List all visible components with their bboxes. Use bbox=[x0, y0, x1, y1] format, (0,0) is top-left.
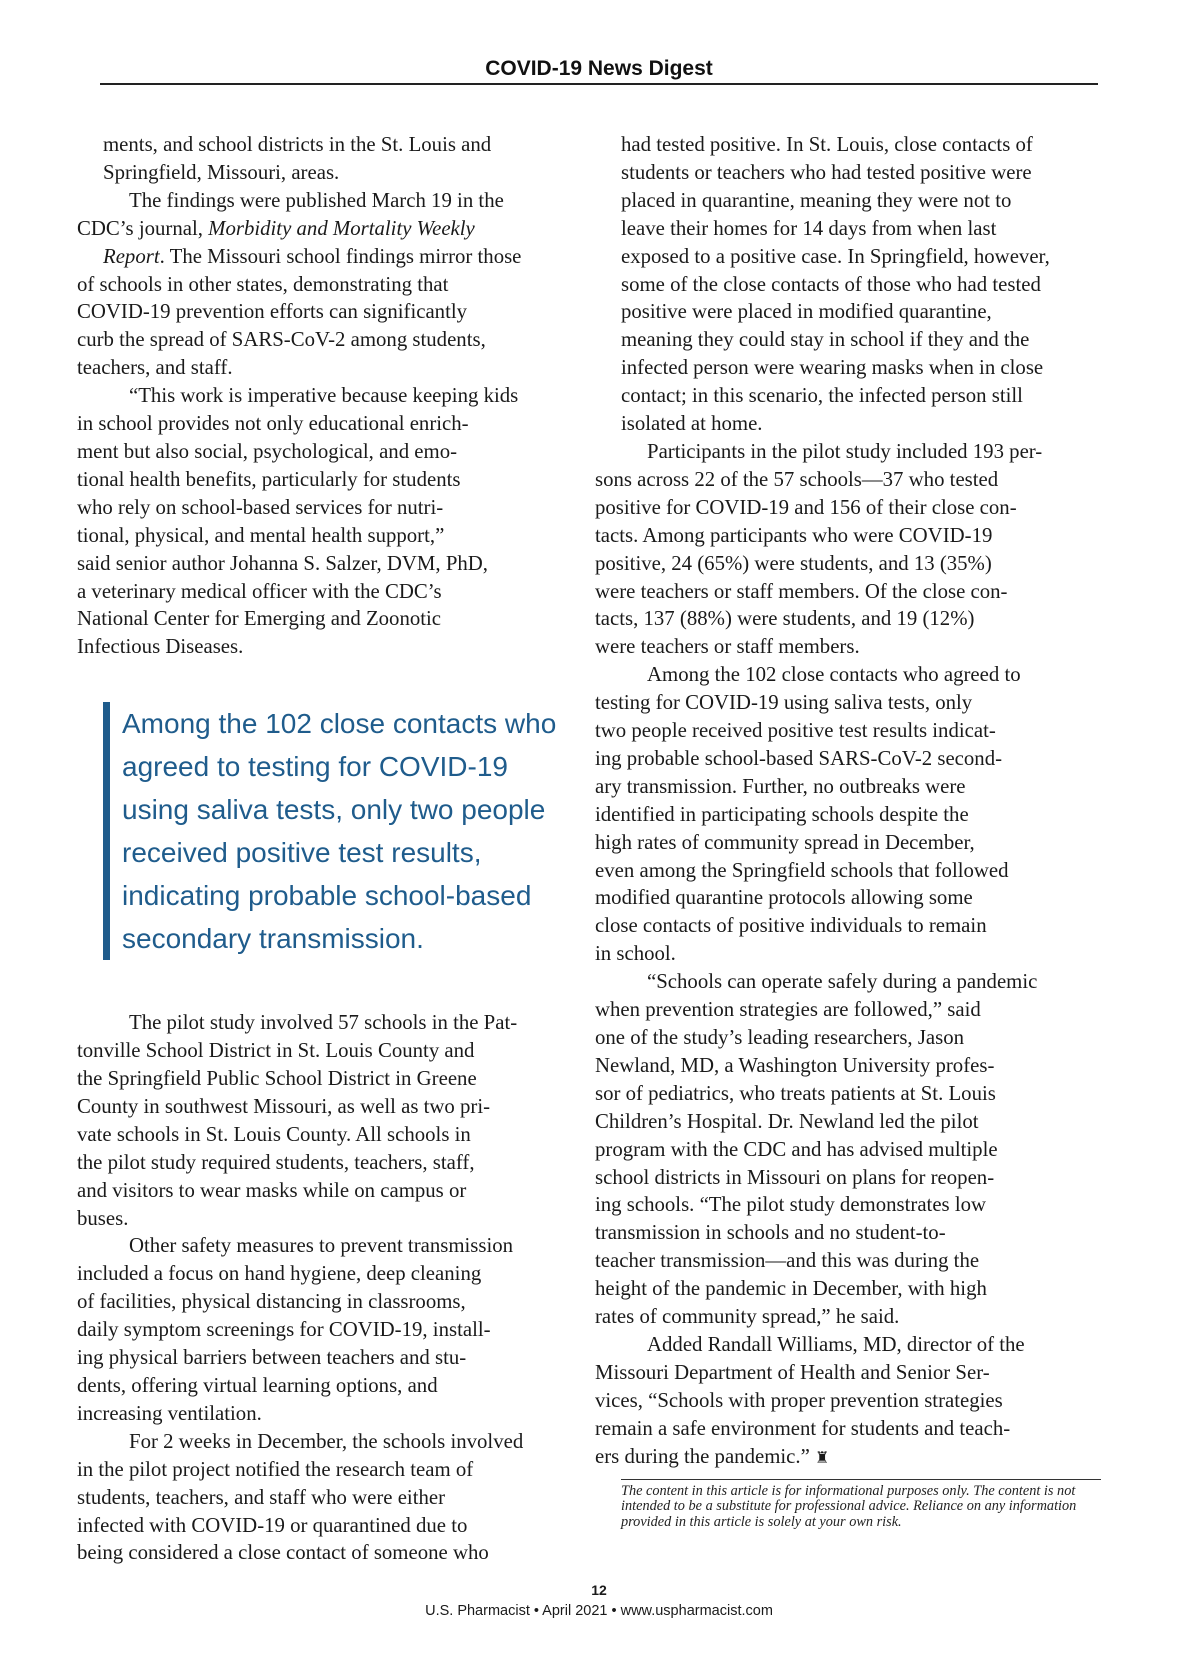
end-of-article-icon: ♜ bbox=[815, 1449, 830, 1467]
paragraph-4: The pilot study involved 57 schools in the Pat- tonville School District in St. Louis County and the Springfield Public School District in Greene County in southwest Missouri, as well as two pri- vate schools in St. Louis County. All schools in the pilot study required students, teachers, staff, and visitors to wear masks while on campus or buses. bbox=[77, 1011, 518, 1230]
header-rule bbox=[100, 83, 1098, 85]
publication-footer: U.S. Pharmacist • April 2021 • www.uspharmacist.com bbox=[425, 1603, 773, 1619]
paragraph-11: Added Randall Williams, MD, director of the Missouri Department of Health and Senior Ser- vices, “Schools with proper prevention strategies remain a safe environment for students and teach- ers during the pandemic.” ♜ bbox=[621, 1331, 1103, 1473]
page-number: 12 bbox=[591, 1582, 607, 1598]
paragraph-10: “Schools can operate safely during a pandemic when prevention strategies are followed,” said one of the study’s leading researchers, Jason Newland, MD, a Washington University profes- sor of pediatrics, who treats patients at St. Louis Children’s Hospital. Dr. Newland led the pilot program with the CDC and has advised multiple school districts in Missouri on plans for reopen- ing schools. “The pilot study demonstrates low transmission in schools and no student-to- teacher transmission—and this was during the height of the pandemic in December, with high rates of community spread,” he said. bbox=[595, 970, 1038, 1329]
paragraph-3: “This work is imperative because keeping kids in school provides not only educational enrich- ment but also social, psychological, and emo- tional health benefits, particularly for students who rely on school-based services for nutri- tional, physical, and mental health support,” said senior author Johanna S. Salzer, DVM, PhD, a veterinary medical officer with the CDC’s National Center for Emerging and Zoonotic Infectious Diseases. bbox=[77, 384, 519, 659]
left-column bbox=[77, 131, 587, 1567]
pull-quote: Among the 102 close contacts who agreed to testing for COVID-19 using saliva tests, only two people received positive test results, indicating probable school-based secondary transmission. bbox=[103, 702, 587, 960]
right-column bbox=[595, 131, 1103, 1530]
disclaimer-text: The content in this article is for informational purposes only. The content is not intended to be a substitute for professional advice. Reliance on any information provided in this article is solely at your own risk. bbox=[621, 1482, 1077, 1530]
page-header-title: COVID-19 News Digest bbox=[485, 57, 713, 80]
paragraph-9: Among the 102 close contacts who agreed to testing for COVID-19 using saliva tests, only two people received positive test results indicat- ing probable school-based SARS-CoV-2 second- ary transmission. Further, no outbreaks were identified in participating schools despite the high rates of community spread in December, even among the Springfield schools that followed modified quarantine protocols allowing some close contacts of positive individuals to remain in school. bbox=[595, 663, 1021, 966]
disclaimer-rule bbox=[621, 1479, 1101, 1480]
paragraph-6: For 2 weeks in December, the schools involved in the pilot project notified the research team of students, teachers, and staff who were either infected with COVID-19 or quarantined due to being considered a close contact of someone who bbox=[77, 1429, 524, 1565]
paragraph-2: The findings were published March 19 in the CDC’s journal, Morbidity and Mortality Weekly Report. The Missouri school findings mirror those of schools in other states, demonstrating that COVID-19 prevention efforts can significantly curb the spread of SARS-CoV-2 among students, teachers, and staff. bbox=[77, 188, 522, 380]
paragraph-5: Other safety measures to prevent transmission included a focus on hand hygiene, deep cleaning of facilities, physical distancing in classrooms, daily symptom screenings for COVID-19, install- ing physical barriers between teachers and stu- dents, offering virtual learning options, and increasing ventilation. bbox=[77, 1234, 514, 1425]
paragraph-8: Participants in the pilot study included 193 per- sons across 22 of the 57 schools—37 who tested positive for COVID-19 and 156 of their close con- tacts. Among participants who were COVID-19 positive, 24 (65%) were students, and 13 (35%) were teachers or staff members. Of the close con- tacts, 137 (88%) were students, and 19 (12%) were teachers or staff members. bbox=[595, 439, 1043, 659]
paragraph-1: ments, and school districts in the St. Louis and Springfield, Missouri, areas. bbox=[103, 133, 492, 184]
paragraph-7: had tested positive. In St. Louis, close contacts of students or teachers who had tested positive were placed in quarantine, meaning they were not to leave their homes for 14 days from when last exposed to a positive case. In Springfield, however, some of the close contacts of those who had tested positive were placed in modified quarantine, meaning they could stay in school if they and the infected person were wearing masks when in close contact; in this scenario, the infected person still isolated at home. bbox=[621, 133, 1050, 436]
